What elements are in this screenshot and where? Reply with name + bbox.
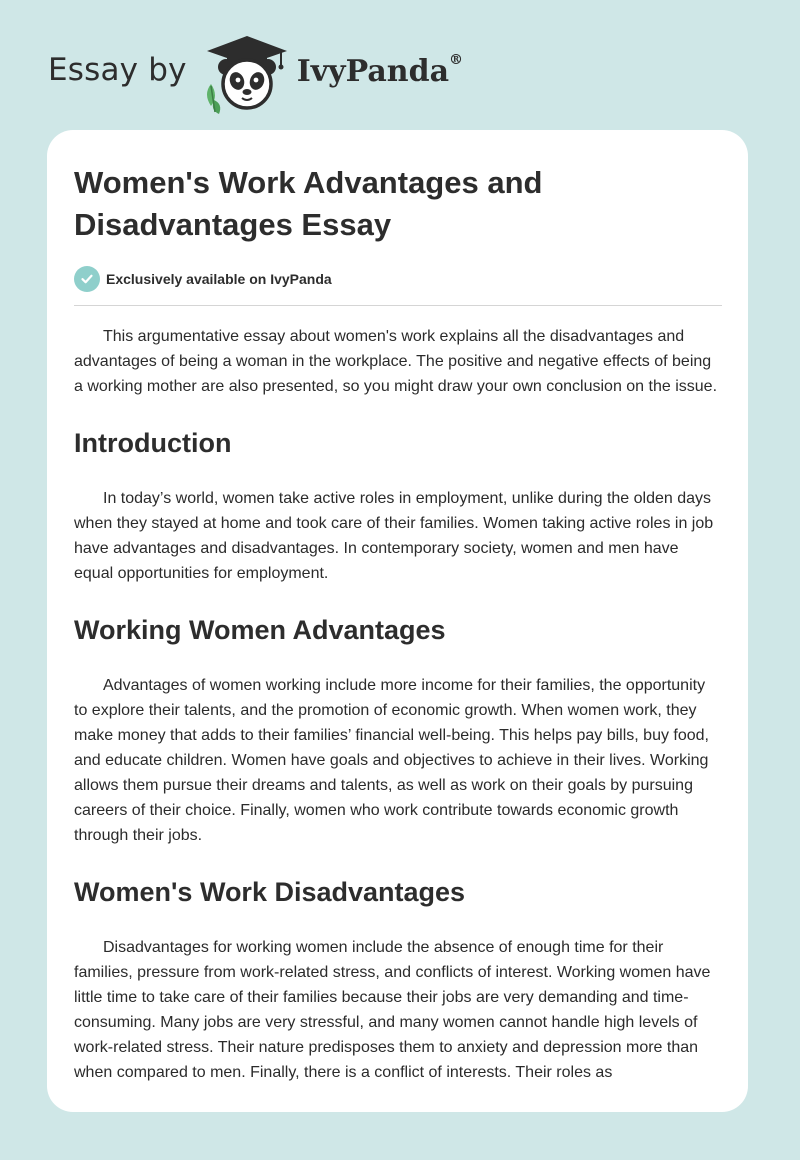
- page-title: Women's Work Advantages and Disadvantages Essay: [74, 165, 543, 242]
- exclusive-label: Exclusively available on IvyPanda: [106, 271, 332, 287]
- section-body-disadvantages: Disadvantages for working women include the absence of enough time for their families, pressure from work-related stress, and conflicts of interest. Working women have little time to take care of their families because their jobs are very demanding and time-consuming. Many jobs are very stressful, and many women cannot handle high levels of work-related stress. Their nature predisposes them to anxiety and depression more than when compared to men. Finally, there is a conflict of interests. Their roles as: [74, 939, 711, 1081]
- check-icon: [74, 266, 100, 292]
- essay-card: [47, 130, 748, 1112]
- exclusive-badge: [74, 266, 722, 292]
- site-logo[interactable]: [48, 34, 463, 114]
- essay-by-label: Essay by: [48, 52, 187, 88]
- section-heading-introduction: Introduction: [74, 428, 232, 458]
- section-body-advantages: Advantages of women working include more income for their families, the opportunity to explore their talents, and the promotion of economic growth. When women work, they make money that adds to their families’ financial well-being. This helps pay bills, buy food, and educate children. Women have goals and objectives to achieve in their lives. Working allows them pursue their dreams and talents, as well as work on their goals by pursuing careers of their choice. Finally, women who work contribute towards economic growth through their jobs.: [74, 677, 709, 844]
- intro-paragraph: This argumentative essay about women's work explains all the disadvantages and advantages of being a woman in the workplace. The positive and negative effects of being a working mother are also presented, so you might draw your own conclusion on the issue.: [74, 328, 718, 395]
- essay-content: [74, 162, 722, 1085]
- brand-name: IvyPanda®: [296, 51, 464, 89]
- section-heading-disadvantages: Women's Work Disadvantages: [74, 877, 466, 907]
- divider: [74, 305, 722, 306]
- panda-graduate-icon: [201, 34, 293, 114]
- registered-mark: ®: [449, 51, 464, 68]
- section-body-introduction: In today’s world, women take active roles in employment, unlike during the olden days when they stayed at home and took care of their families. Women taking active roles in job have advantages and disadvantages. In contemporary society, women and men have equal opportunities for employment.: [74, 490, 714, 582]
- section-heading-advantages: Working Women Advantages: [74, 615, 446, 645]
